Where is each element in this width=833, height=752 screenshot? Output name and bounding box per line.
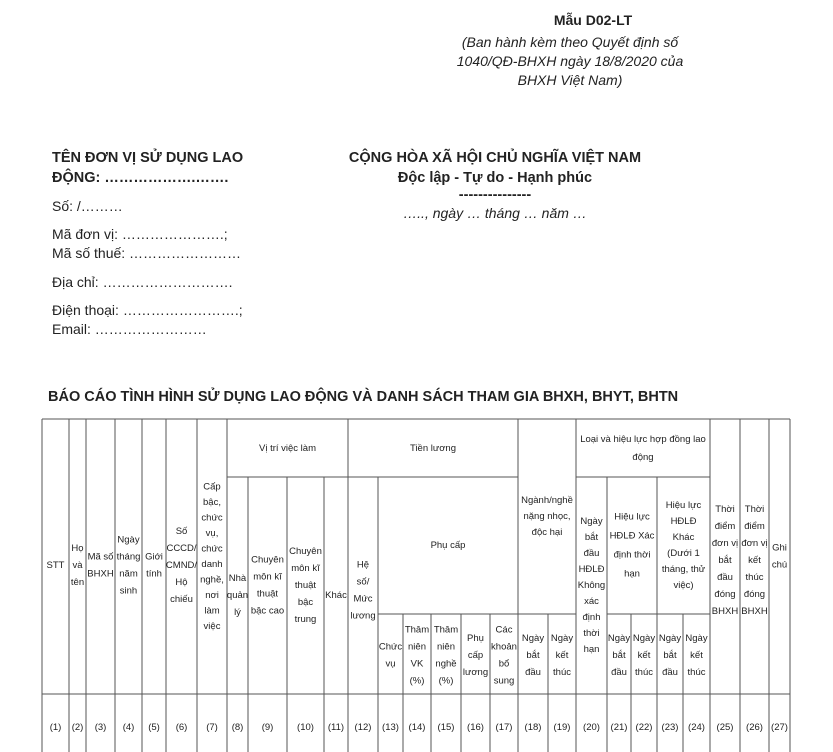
column-number: (13) (382, 722, 399, 733)
report-title: BÁO CÁO TÌNH HÌNH SỬ DỤNG LAO ĐỘNG VÀ DANH SÁCH THAM GIA BHXH, BHYT, BHTN (48, 389, 679, 405)
column-header: Ngày bắt đầu (607, 633, 631, 678)
column-header: Ngày bắt đầu (521, 633, 545, 678)
date-line: ….., ngày … tháng … năm … (403, 205, 587, 221)
column-header: Chức vụ (378, 641, 403, 670)
column-number: (14) (408, 722, 426, 733)
column-number: (10) (297, 722, 314, 733)
column-header: Chuyên môn kĩ thuật bậc cao (250, 554, 285, 617)
column-number: (16) (467, 722, 484, 733)
group-nganh-nghe: Ngành/nghề nặng nhọc, độc hại (521, 495, 573, 538)
column-header: Khác (325, 590, 347, 601)
column-number: (9) (261, 722, 274, 733)
field-dien-thoai: Điện thoại: …………………….; (52, 302, 243, 318)
column-number: (17) (495, 722, 513, 733)
column-header: Thời điểm đơn vị kết thúc đóng BHXH (741, 504, 768, 617)
column-number: (5) (148, 722, 160, 733)
column-number: (12) (354, 722, 372, 733)
column-number: (2) (71, 722, 84, 733)
column-number: (8) (231, 722, 244, 733)
column-header: Thâm niên nghề (%) (433, 624, 459, 687)
country-name: CỘNG HÒA XÃ HỘI CHỦ NGHĨA VIỆT NAM (348, 150, 642, 166)
column-header: Thâm niên VK (%) (404, 624, 430, 687)
column-header: Số CCCD/ CMND/ Hộ chiếu (165, 526, 198, 605)
subgroup-hdld-khac: Hiệu lực HĐLĐ Khác (Dưới 1 tháng, thử việc) (661, 500, 706, 591)
column-number: (3) (94, 722, 107, 733)
group-tien-luong: Tiền lương (409, 443, 457, 454)
column-number: (1) (49, 722, 62, 733)
form-code: Mẫu D02-LT (553, 12, 633, 28)
unit-title-line: ĐỘNG: ……………….……. (52, 170, 229, 186)
column-header: Phụ cấp lương (462, 633, 489, 678)
column-number: (27) (771, 722, 788, 733)
column-number: (7) (206, 722, 218, 733)
column-header: Chuyên môn kĩ thuật bậc trung (289, 546, 322, 625)
column-number: (24) (688, 722, 705, 733)
column-number: (20) (583, 722, 600, 733)
subgroup-hdld-xac-dinh: Hiệu lực HĐLĐ Xác định thời hạn (609, 511, 655, 580)
unit-title-line: TÊN ĐƠN VỊ SỬ DỤNG LAO (52, 150, 244, 166)
field-ma-so-thue: Mã số thuế: …………………… (52, 245, 242, 261)
column-header: Hệ số/ Mức lương (350, 559, 376, 622)
form-note-line: (Ban hành kèm theo Quyết định số (461, 34, 679, 50)
motto-rule: --------------- (458, 187, 532, 203)
column-number: (25) (716, 722, 734, 733)
column-header: Nhà quản lý (226, 573, 249, 618)
field-dia-chi: Địa chỉ: ………………………. (52, 274, 233, 290)
column-header: Thời điểm đơn vị bắt đầu đóng BHXH (711, 504, 739, 617)
group-vi-tri-viec-lam: Vị trí việc làm (258, 443, 317, 454)
column-header: Giới tính (145, 551, 163, 580)
column-header: Ngày kết thúc (632, 633, 656, 678)
column-header: Mã số BHXH (87, 551, 114, 580)
group-phu-cap: Phụ cấp (430, 540, 466, 551)
column-number: (15) (437, 722, 455, 733)
column-header: Họ và tên (70, 543, 85, 588)
column-number: (26) (746, 722, 763, 733)
column-header: STT (46, 560, 65, 571)
column-header: Cấp bậc, chức vụ, chức danh nghề, nơi làm việc (200, 481, 224, 632)
column-header: Ngày kết thúc (550, 633, 574, 678)
column-header: Các khoản bổ sung (491, 624, 517, 687)
field-so: Số: /……… (52, 198, 123, 214)
form-note-line: 1040/QĐ-BHXH ngày 18/8/2020 của (456, 53, 684, 69)
field-ma-don-vi: Mã đơn vị: ………………….; (52, 226, 228, 242)
form-note-line: BHXH Việt Nam) (517, 72, 623, 88)
field-email: Email: …………………… (52, 321, 207, 337)
column-number: (11) (327, 722, 345, 733)
column-number: (6) (175, 722, 188, 733)
column-header: Ngày tháng năm sinh (116, 534, 141, 597)
column-number: (23) (661, 722, 679, 733)
column-number: (21) (610, 722, 628, 733)
column-number: (18) (524, 722, 542, 733)
column-number: (19) (553, 722, 571, 733)
column-number: (22) (635, 722, 653, 733)
column-header: Ghi chú (771, 542, 788, 571)
column-header: Ngày kết thúc (685, 633, 708, 678)
column-header: Ngày bắt đầu HĐLĐ Không xác định thời hạn (577, 516, 606, 655)
column-header: Ngày bắt đầu (658, 633, 682, 678)
column-number: (4) (122, 722, 135, 733)
group-loai-hop-dong: Loại và hiệu lực hợp đồng lao động (580, 434, 706, 463)
motto: Độc lập - Tự do - Hạnh phúc (397, 170, 593, 186)
